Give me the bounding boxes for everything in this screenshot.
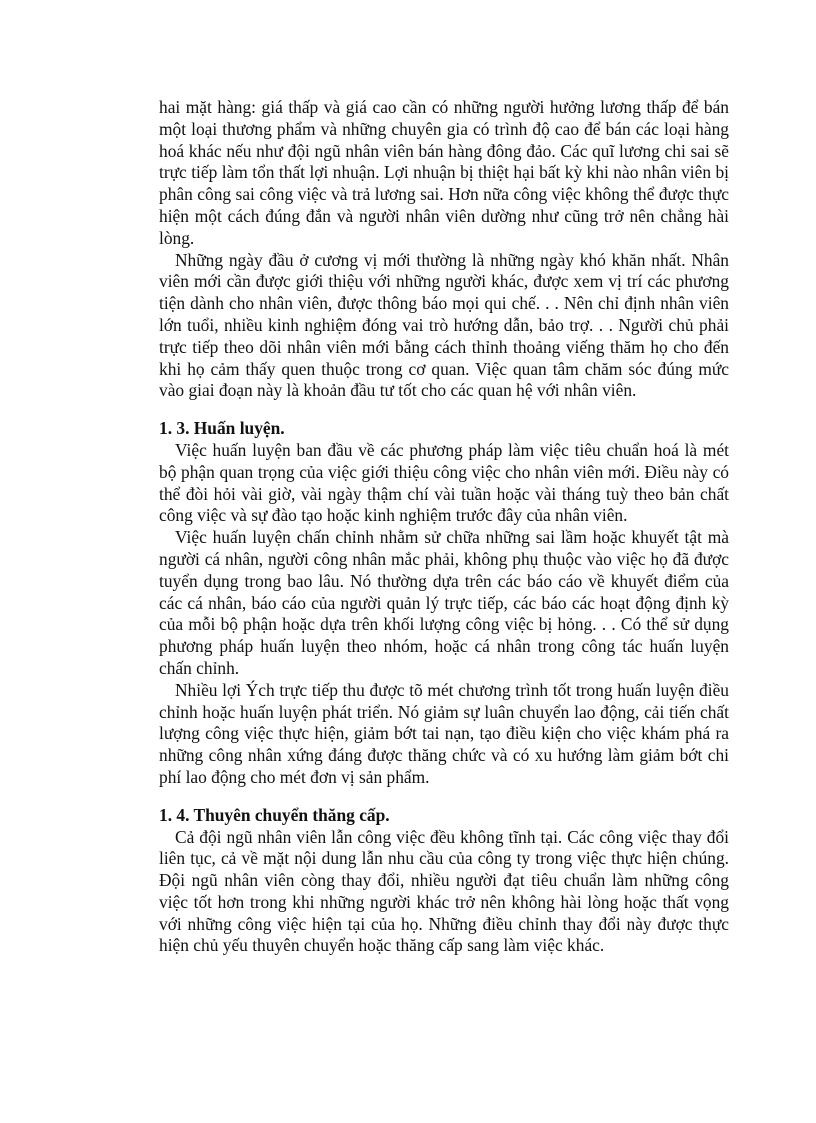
paragraph-1-3-a: Việc huấn luyện ban đầu về các phương pháp làm việc tiêu chuẩn hoá là mét bộ phận quan trọng của việc giới thiệu công việc cho nhân viên mới. Điều này có thể đòi hỏi vài giờ, vài ngày thậm chí vài tuần hoặc vài tháng tuỳ theo bản chất công việc và sự đào tạo hoặc kinh nghiệm trước đây của nhân viên. xyxy=(159,439,729,526)
paragraph-1-3-b: Việc huấn luyện chấn chỉnh nhằm sử chữa những sai lầm hoặc khuyết tật mà người cá nhân, người công nhân mắc phải, không phụ thuộc vào việc họ đã được tuyển dụng trong bao lâu. Nó thường dựa trên các báo cáo về khuyết điểm của các cá nhân, báo cáo của người quản lý trực tiếp, các báo các hoạt động định kỳ của mỗi bộ phận hoặc dựa trên khối lượng công việc bị hỏng. . . Có thể sử dụng phương pháp huấn luyện theo nhóm, hoặc cá nhân trong công tác huấn luyện chấn chỉnh. xyxy=(159,527,729,678)
paragraph-intro-1: hai mặt hàng: giá thấp và giá cao cần có những người hưởng lương thấp để bán một loại thương phẩm và những chuyên gia có trình độ cao để bán các loại hàng hoá khác nếu như đội ngũ nhân viên bán hàng đông đảo. Các quĩ lương chi sai sẽ trực tiếp làm tổn thất lợi nhuận. Lợi nhuận bị thiệt hại bất kỳ khi nào nhân viên bị phân công sai công việc và trả lương sai. Hơn nữa công việc không thể được thực hiện một cách đúng đắn và người nhân viên dường như cũng trở nên chẳng hài lòng. xyxy=(159,97,729,248)
paragraph-1-3-c: Nhiều lợi Ých trực tiếp thu được tõ mét chương trình tốt trong huấn luyện điều chỉnh hoặc huấn luyện phát triển. Nó giảm sự luân chuyển lao động, cải tiến chất lượng công việc thực hiện, giảm bớt tai nạn, tạo điều kiện cho việc khám phá ra những công nhân xứng đáng được thăng chức và có xu hướng làm giảm bớt chi phí lao động cho mét đơn vị sản phẩm. xyxy=(159,679,729,787)
section-heading-1-3: 1. 3. Huấn luyện. xyxy=(159,418,285,439)
paragraph-1-4-a: Cả đội ngũ nhân viên lẫn công việc đều không tĩnh tại. Các công việc thay đổi liên tục, cả về mặt nội dung lẫn nhu cầu của công ty trong việc thực hiện chúng. Đội ngũ nhân viên còng thay đổi, nhiều người đạt tiêu chuẩn làm những công việc tốt hơn trong khi những người khác trở nên không hài lòng hoặc thất vọng với những công việc hiện tại của họ. Những điều chỉnh thay đổi này được thực hiện chủ yếu thuyên chuyển hoặc thăng cấp sang làm việc khác. xyxy=(159,826,729,956)
paragraph-intro-2: Những ngày đầu ở cương vị mới thường là những ngày khó khăn nhất. Nhân viên mới cần được giới thiệu với những người khác, được xem vị trí các phương tiện dành cho nhân viên, được thông báo mọi qui chế. . . Nên chỉ định nhân viên lớn tuổi, nhiều kinh nghiệm đóng vai trò hướng dẫn, bảo trợ. . . Người chủ phải trực tiếp theo dõi nhân viên mới bằng cách thỉnh thoảng viếng thăm họ cho đến khi họ cảm thấy quen thuộc trong cơ quan. Việc quan tâm chăm sóc đúng mức vào giai đoạn này là khoản đầu tư tốt cho các quan hệ với nhân viên. xyxy=(159,249,729,401)
document-page xyxy=(159,97,729,957)
section-heading-1-4: 1. 4. Thuyên chuyển thăng cấp. xyxy=(159,804,390,825)
